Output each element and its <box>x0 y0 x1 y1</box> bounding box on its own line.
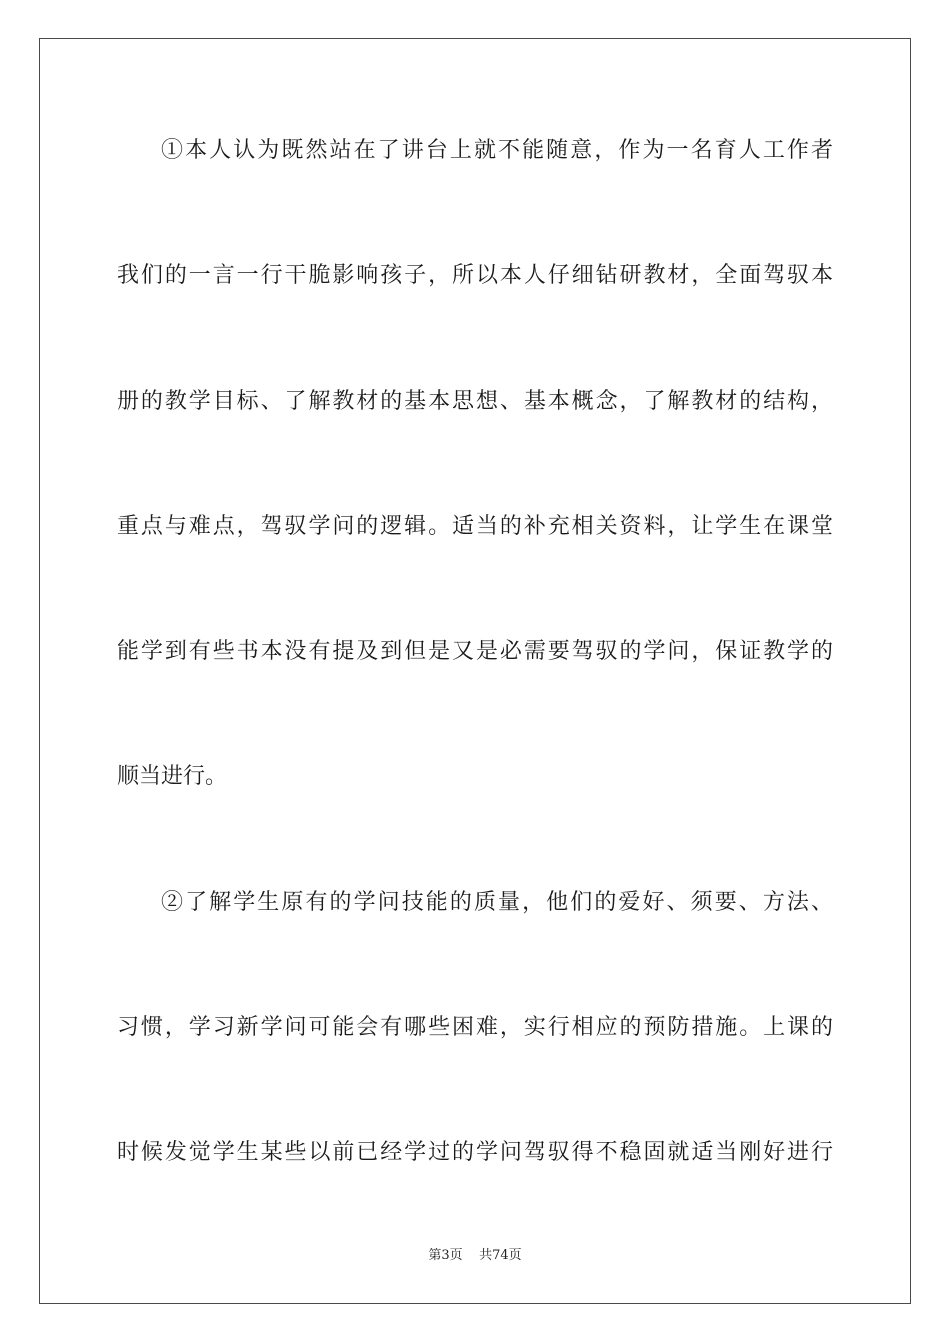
page-number: 第3页 <box>428 1248 463 1263</box>
paragraph-2-line-1: ②了解学生原有的学问技能的质量，他们的爱好、须要、方法、 <box>161 890 833 915</box>
page-border <box>39 38 911 1304</box>
paragraph-2-line-3: 时候发觉学生某些以前已经学过的学问驾驭得不稳固就适当刚好进行 <box>117 1140 833 1165</box>
page-total: 共74页 <box>479 1248 522 1263</box>
paragraph-1-line-2: 我们的一言一行干脆影响孩子，所以本人仔细钻研教材，全面驾驭本 <box>117 263 833 288</box>
paragraph-1-line-5: 能学到有些书本没有提及到但是又是必需要驾驭的学问，保证教学的 <box>117 639 833 664</box>
paragraph-1-line-6: 顺当进行。 <box>117 764 228 789</box>
page-footer <box>0 1247 950 1265</box>
paragraph-1-line-4: 重点与难点，驾驭学问的逻辑。适当的补充相关资料，让学生在课堂 <box>117 514 833 539</box>
paragraph-1-line-1: ①本人认为既然站在了讲台上就不能随意，作为一名育人工作者 <box>161 138 833 163</box>
paragraph-1-line-3: 册的教学目标、了解教材的基本思想、基本概念，了解教材的结构， <box>117 389 833 414</box>
paragraph-2-line-2: 习惯，学习新学问可能会有哪些困难，实行相应的预防措施。上课的 <box>117 1015 833 1040</box>
